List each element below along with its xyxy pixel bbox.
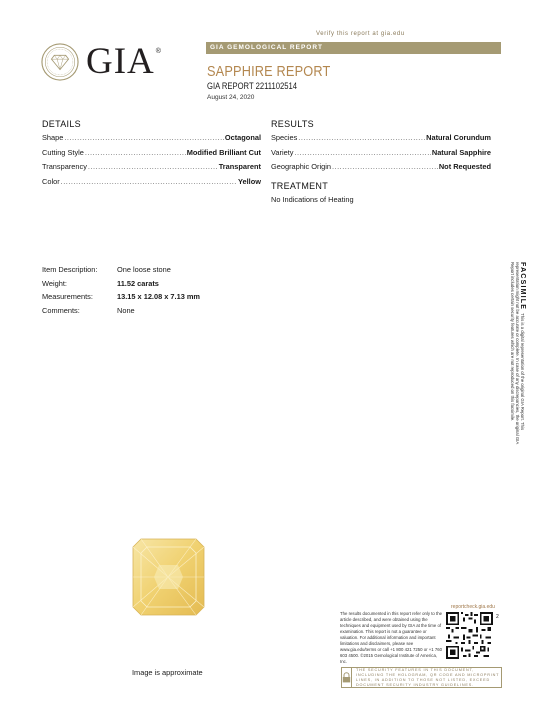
verify-text: Verify this report at gia.edu bbox=[316, 31, 405, 37]
facsimile-notice bbox=[503, 262, 525, 452]
description-row: Item Description: One loose stone bbox=[42, 265, 171, 274]
details-row: Cutting Style ..... Modified Brilliant Cut bbox=[42, 146, 261, 161]
report-number: GIA REPORT 2211102514 bbox=[207, 81, 298, 91]
item-description-block bbox=[42, 263, 200, 317]
results-row: Species ..... Natural Corundum bbox=[271, 131, 491, 146]
treatment-heading: TREATMENT bbox=[271, 181, 329, 191]
details-heading: DETAILS bbox=[42, 119, 81, 129]
image-caption: Image is approximate bbox=[132, 668, 203, 677]
treatment-text: No Indications of Heating bbox=[271, 195, 354, 204]
qr-suffix: 2 bbox=[496, 614, 499, 620]
details-row: Color ..... Yellow bbox=[42, 175, 261, 190]
security-text: THE SECURITY FEATURES IN THIS DOCUMENT, INCLUDING THE HOLOGRAM, QR CODE AND MICROPRINT LINES, IN ADDITION TO THOSE NOT LISTED, EXCEED DOCUMENT SECURITY INDUSTRY GUIDELINES. bbox=[356, 667, 500, 687]
report-title: SAPPHIRE REPORT bbox=[207, 63, 331, 80]
details-row: Shape ..... Octagonal bbox=[42, 131, 261, 146]
results-list bbox=[271, 131, 491, 175]
facsimile-word: FACSIMILE bbox=[519, 262, 526, 311]
security-features-box bbox=[341, 667, 502, 688]
details-row: Transparency ..... Transparent bbox=[42, 160, 261, 175]
description-row: Comments: None bbox=[42, 305, 135, 315]
footer-disclaimer: The results documented in this report refer only to the article described, and were obtained using the techniques and equipment used by GIA at the time of examination. This report is not a guarantee or valuation. For additional information and important limitations and disclaimers, please see www.gia.edu/terms or call +1 800 421 7250 or +1 760 603 4500. ©2015 Gemological Institute of America, Inc. bbox=[340, 611, 442, 664]
reportcheck-link[interactable]: reportcheck.gia.edu bbox=[451, 604, 495, 610]
qr-code[interactable] bbox=[446, 612, 493, 659]
description-row: Weight: 11.52 carats bbox=[42, 278, 159, 288]
gia-wordmark: GIA bbox=[86, 41, 155, 82]
results-row: Variety ..... Natural Sapphire bbox=[271, 146, 491, 161]
gem-image bbox=[131, 537, 206, 617]
facsimile-text: This is a digital representation of the original GIA Report. This representation might not be accurate or complete. In case of any discrepancies, the original GIA Report includes certain security features which are not reproduced on this facsimile. bbox=[509, 262, 525, 445]
report-banner: GIA GEMOLOGICAL REPORT bbox=[206, 42, 501, 54]
gia-seal-icon bbox=[41, 43, 79, 81]
registered-mark: ® bbox=[155, 47, 161, 55]
gia-logo bbox=[41, 42, 161, 82]
details-list bbox=[42, 131, 261, 189]
results-heading: RESULTS bbox=[271, 119, 314, 129]
results-row: Geographic Origin ..... Not Requested bbox=[271, 160, 491, 175]
description-row: Measurements: 13.15 x 12.08 x 7.13 mm bbox=[42, 292, 201, 302]
lock-icon bbox=[342, 668, 352, 687]
report-date: August 24, 2020 bbox=[207, 94, 255, 101]
